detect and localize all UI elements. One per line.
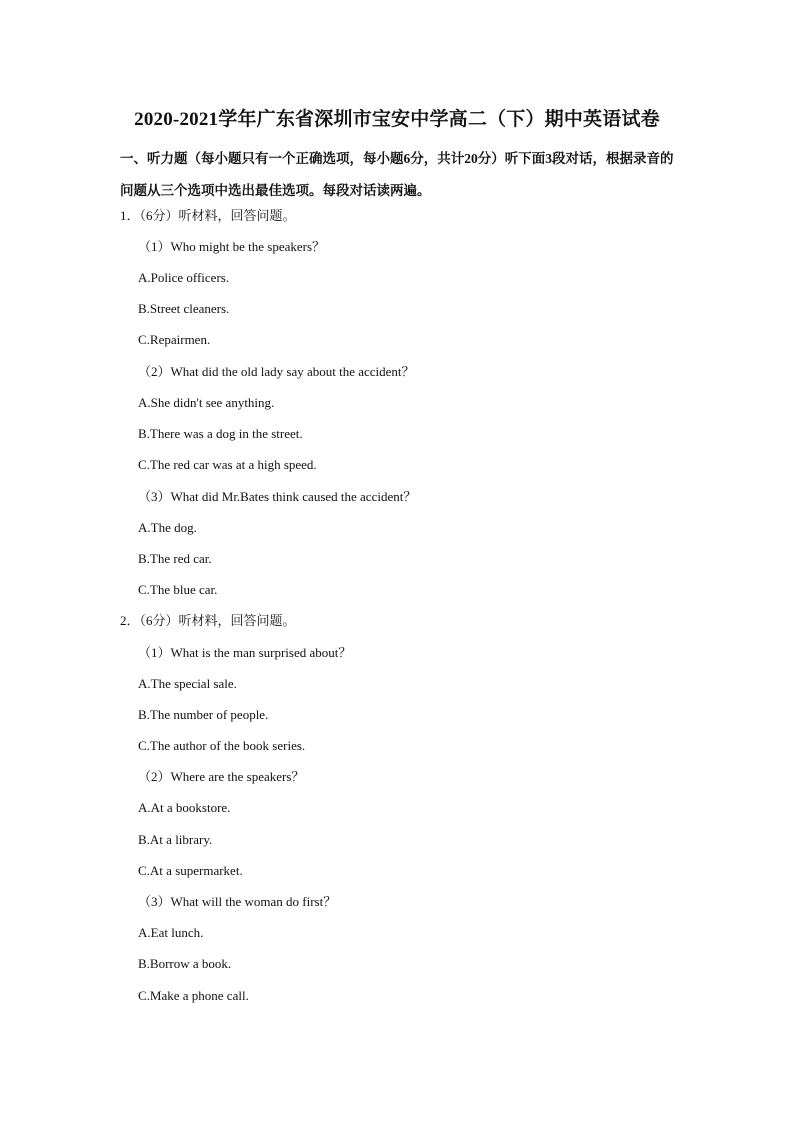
- question-2-sub-1-option-b: B.The number of people.: [138, 707, 269, 722]
- question-1-sub-3-prompt: （3）What did Mr.Bates think caused the accident？: [138, 489, 417, 504]
- question-1-sub-2-option-b: B.There was a dog in the street.: [138, 426, 303, 441]
- question-2-sub-3-prompt: （3）What will the woman do first？: [138, 894, 337, 909]
- question-2-sub-2-prompt: （2）Where are the speakers？: [138, 769, 305, 784]
- question-1-sub-3-option-a: A.The dog.: [138, 520, 197, 535]
- question-1-sub-2-option-c: C.The red car was at a high speed.: [138, 457, 317, 472]
- question-1-sub-2-prompt: （2）What did the old lady say about the accident？: [138, 364, 415, 379]
- question-1-sub-1-option-c: C.Repairmen.: [138, 332, 211, 347]
- question-1-sub-3-option-c: C.The blue car.: [138, 582, 218, 597]
- question-1-sub-1-prompt: （1）Who might be the speakers？: [138, 239, 326, 254]
- exam-title: 2020-2021学年广东省深圳市宝安中学高二（下）期中英语试卷: [134, 109, 660, 130]
- question-1-sub-1-option-a: A.Police officers.: [138, 270, 230, 285]
- question-2-sub-3-option-c: C.Make a phone call.: [138, 988, 249, 1003]
- question-2-sub-3-option-b: B.Borrow a book.: [138, 956, 232, 971]
- question-2-sub-2-option-a: A.At a bookstore.: [138, 800, 231, 815]
- question-1-sub-3-option-b: B.The red car.: [138, 551, 212, 566]
- question-2-sub-2-option-c: C.At a supermarket.: [138, 863, 243, 878]
- question-1-sub-1-option-b: B.Street cleaners.: [138, 301, 230, 316]
- question-2-sub-1-option-c: C.The author of the book series.: [138, 738, 306, 753]
- listening-section-heading: 一、听力题（每小题只有一个正确选项，每小题6分，共计20分）听下面3段对话，根据录音的问题从三个选项中选出最佳选项。每段对话读两遍。: [120, 151, 674, 198]
- question-1-header: 1．（6分）听材料，回答问题。: [120, 208, 296, 223]
- question-1-sub-2-option-a: A.She didn't see anything.: [138, 395, 275, 410]
- question-2-header: 2．（6分）听材料，回答问题。: [120, 613, 296, 628]
- question-2-sub-1-option-a: A.The special sale.: [138, 676, 237, 691]
- question-2-sub-3-option-a: A.Eat lunch.: [138, 925, 204, 940]
- question-2-sub-1-prompt: （1）What is the man surprised about？: [138, 645, 352, 660]
- question-2-sub-2-option-b: B.At a library.: [138, 832, 213, 847]
